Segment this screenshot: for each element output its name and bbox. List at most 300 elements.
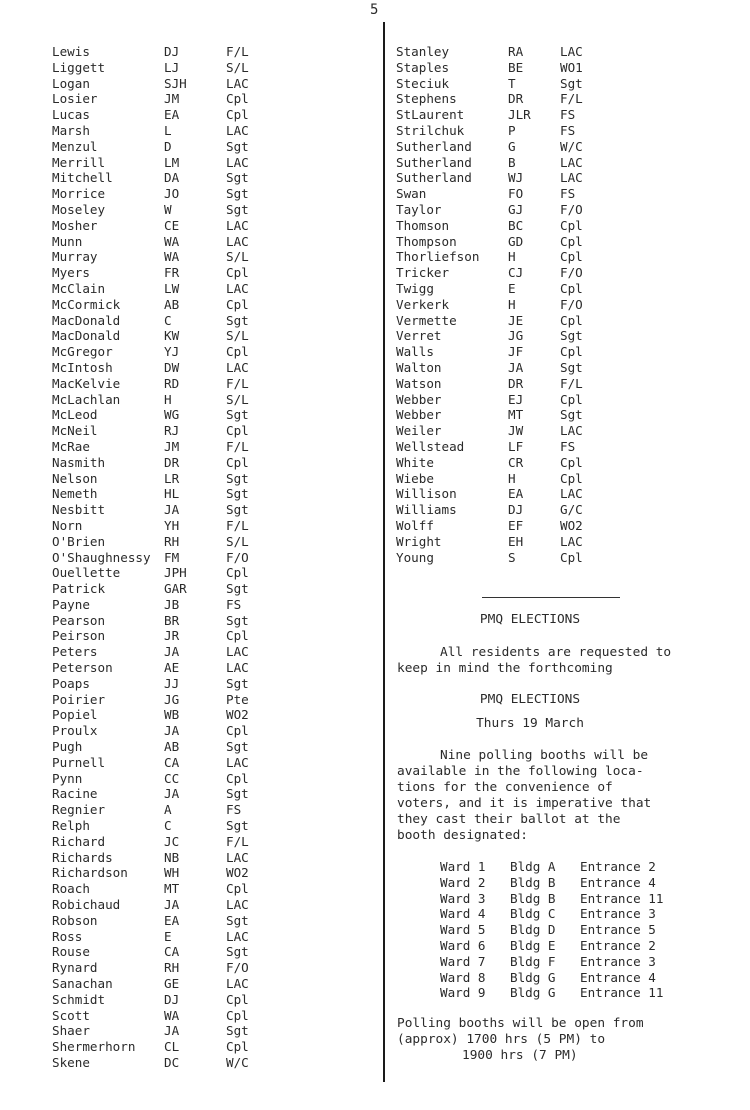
notice-paragraph-line: Nine polling booths will be: [440, 748, 649, 763]
roster-row: [52, 897, 372, 913]
member-rank: LAC: [226, 644, 249, 660]
member-initials: GAR: [164, 581, 187, 597]
roster-row: [52, 755, 372, 771]
member-initials: MT: [508, 407, 524, 423]
member-rank: Sgt: [226, 818, 249, 834]
roster-row: [396, 265, 716, 281]
booth-building: Bldg G: [510, 969, 556, 985]
member-initials: LJ: [164, 59, 180, 75]
member-initials: DC: [164, 1055, 180, 1070]
roster-row: [52, 518, 372, 534]
member-surname: Thorliefson: [396, 249, 480, 265]
member-initials: JA: [164, 897, 180, 913]
member-surname: Staples: [396, 59, 450, 75]
member-surname: Wellstead: [396, 438, 465, 454]
roster-row: [396, 518, 716, 534]
member-rank: Cpl: [226, 770, 249, 786]
member-surname: Murray: [52, 249, 98, 265]
member-surname: Webber: [396, 391, 442, 407]
member-initials: LM: [164, 154, 180, 170]
member-rank: S/L: [226, 328, 249, 344]
member-surname: Schmidt: [52, 991, 106, 1007]
member-surname: Mosher: [52, 217, 98, 233]
member-surname: Popiel: [52, 707, 98, 723]
member-surname: Weiler: [396, 423, 442, 439]
member-rank: FS: [560, 438, 576, 454]
member-surname: Payne: [52, 596, 90, 612]
member-rank: Cpl: [560, 454, 583, 470]
member-rank: LAC: [226, 122, 249, 138]
roster-row: [52, 944, 372, 960]
member-initials: B: [508, 154, 516, 170]
member-surname: Webber: [396, 407, 442, 423]
member-rank: LAC: [226, 754, 249, 770]
member-surname: McLachlan: [52, 391, 121, 407]
page-number: 5: [370, 2, 379, 18]
member-rank: Cpl: [560, 280, 583, 296]
roster-row: [52, 471, 372, 487]
member-surname: Shermerhorn: [52, 1039, 136, 1055]
member-initials: YH: [164, 517, 180, 533]
member-rank: F/L: [560, 375, 583, 391]
member-initials: DR: [164, 454, 180, 470]
roster-row: [396, 455, 716, 471]
member-surname: Rouse: [52, 944, 90, 960]
member-rank: LAC: [226, 928, 249, 944]
booth-ward: Ward 6: [440, 937, 486, 953]
roster-row: [52, 91, 372, 107]
member-rank: Sgt: [560, 328, 583, 344]
member-rank: Sgt: [226, 186, 249, 202]
roster-row: [52, 644, 372, 660]
member-initials: CA: [164, 944, 180, 960]
member-surname: Pearson: [52, 612, 106, 628]
roster-row: [52, 581, 372, 597]
member-initials: CA: [164, 754, 180, 770]
member-surname: Nemeth: [52, 486, 98, 502]
member-rank: Cpl: [560, 344, 583, 360]
notice-date: Thurs 19 March: [476, 716, 584, 731]
booth-entrance: Entrance 4: [580, 874, 656, 890]
member-surname: Sutherland: [396, 138, 472, 154]
member-surname: Relph: [52, 818, 90, 834]
roster-row: [52, 1008, 372, 1024]
member-rank: Cpl: [226, 91, 249, 107]
member-surname: Sutherland: [396, 170, 472, 186]
roster-row: [396, 376, 716, 392]
member-surname: MacDonald: [52, 328, 121, 344]
member-rank: Cpl: [226, 1039, 249, 1055]
roster-row: [396, 76, 716, 92]
member-initials: JA: [164, 786, 180, 802]
member-rank: Pte: [226, 691, 249, 707]
member-surname: O'Shaughnessy: [52, 549, 151, 565]
member-surname: Twigg: [396, 280, 434, 296]
roster-row: [52, 107, 372, 123]
roster-row: [396, 297, 716, 313]
member-surname: Verret: [396, 328, 442, 344]
roster-row: [52, 692, 372, 708]
booth-building: Bldg B: [510, 874, 556, 890]
roster-row: [396, 170, 716, 186]
member-rank: LAC: [226, 217, 249, 233]
roster-row: [52, 76, 372, 92]
booth-entrance: Entrance 11: [580, 985, 664, 1001]
member-rank: F/O: [560, 201, 583, 217]
member-surname: Merrill: [52, 154, 106, 170]
member-surname: Stephens: [396, 91, 457, 107]
member-initials: DJ: [164, 991, 180, 1007]
roster-row: [396, 44, 716, 60]
member-surname: Swan: [396, 186, 427, 202]
member-initials: LW: [164, 280, 180, 296]
roster-row: [52, 550, 372, 566]
booth-entrance: Entrance 3: [580, 953, 656, 969]
booth-building: Bldg G: [510, 985, 556, 1001]
roster-row: [396, 139, 716, 155]
roster-row: [396, 249, 716, 265]
booth-building: Bldg E: [510, 937, 556, 953]
roster-row: [52, 929, 372, 945]
member-rank: F/L: [226, 517, 249, 533]
member-initials: RJ: [164, 423, 180, 439]
roster-row: [52, 960, 372, 976]
member-rank: WO2: [560, 517, 583, 533]
member-initials: BE: [508, 59, 524, 75]
roster-row: [52, 913, 372, 929]
roster-row: [52, 486, 372, 502]
member-rank: W/C: [560, 138, 583, 154]
roster-row: [52, 297, 372, 313]
member-initials: AB: [164, 739, 180, 755]
member-initials: EF: [508, 517, 524, 533]
notice-intro-line-1: All residents are requested to: [440, 645, 672, 660]
roster-row: [52, 249, 372, 265]
roster-row: [52, 613, 372, 629]
member-initials: C: [164, 818, 172, 834]
member-rank: LAC: [226, 976, 249, 992]
member-surname: Poirier: [52, 691, 106, 707]
member-rank: LAC: [226, 233, 249, 249]
member-initials: AE: [164, 660, 180, 676]
notice-hours-line-2: (approx) 1700 hrs (5 PM) to: [397, 1032, 606, 1047]
member-surname: Moseley: [52, 201, 106, 217]
member-rank: Cpl: [560, 470, 583, 486]
member-initials: G: [508, 138, 516, 154]
notice-heading: PMQ ELECTIONS: [479, 612, 581, 627]
member-rank: F/O: [560, 296, 583, 312]
member-surname: Tricker: [396, 265, 450, 281]
member-initials: JM: [164, 438, 180, 454]
member-initials: H: [508, 249, 516, 265]
booth-building: Bldg A: [510, 859, 556, 874]
member-rank: F/L: [226, 375, 249, 391]
roster-row: [52, 392, 372, 408]
member-surname: Robichaud: [52, 897, 121, 913]
member-rank: G/C: [560, 502, 583, 518]
member-initials: GD: [508, 233, 524, 249]
member-initials: JA: [164, 723, 180, 739]
member-rank: WO2: [226, 865, 249, 881]
member-surname: Roach: [52, 881, 90, 897]
member-rank: F/L: [226, 44, 249, 59]
member-rank: FS: [560, 107, 576, 123]
member-rank: F/O: [226, 960, 249, 976]
member-rank: LAC: [560, 486, 583, 502]
roster-row: [396, 360, 716, 376]
roster-row: [52, 565, 372, 581]
member-surname: Ouellette: [52, 565, 121, 581]
member-surname: Richard: [52, 833, 106, 849]
member-rank: Cpl: [560, 249, 583, 265]
roster-row: [52, 723, 372, 739]
booth-building: Bldg C: [510, 906, 556, 922]
member-rank: LAC: [226, 897, 249, 913]
roster-row: [52, 1055, 372, 1071]
member-rank: FS: [560, 186, 576, 202]
roster-row: [52, 423, 372, 439]
member-rank: F/O: [226, 549, 249, 565]
member-initials: JE: [508, 312, 524, 328]
member-initials: DJ: [508, 502, 524, 518]
member-initials: LF: [508, 438, 524, 454]
member-surname: Robson: [52, 912, 98, 928]
member-surname: Purnell: [52, 754, 106, 770]
member-surname: Wright: [396, 533, 442, 549]
roster-row: [52, 139, 372, 155]
member-surname: Logan: [52, 75, 90, 91]
roster-row: [52, 202, 372, 218]
member-surname: Verkerk: [396, 296, 450, 312]
member-surname: McLeod: [52, 407, 98, 423]
member-rank: Cpl: [560, 549, 583, 565]
member-initials: C: [164, 312, 172, 328]
roster-row: [52, 786, 372, 802]
member-rank: Sgt: [226, 502, 249, 518]
member-surname: Pynn: [52, 770, 83, 786]
member-surname: Richardson: [52, 865, 128, 881]
roster-row: [396, 502, 716, 518]
member-initials: DA: [164, 170, 180, 186]
member-initials: FM: [164, 549, 180, 565]
member-surname: McGregor: [52, 344, 113, 360]
member-initials: JR: [164, 628, 180, 644]
member-rank: Cpl: [226, 344, 249, 360]
member-initials: NB: [164, 849, 180, 865]
roster-row: [52, 739, 372, 755]
member-surname: Nelson: [52, 470, 98, 486]
roster-row: [396, 186, 716, 202]
member-initials: EA: [164, 912, 180, 928]
member-initials: JPH: [164, 565, 187, 581]
notice-paragraph-line: tions for the convenience of: [397, 780, 613, 795]
roster-row: [396, 423, 716, 439]
member-initials: DW: [164, 359, 180, 375]
notice-paragraph-line: voters, and it is imperative that: [397, 796, 652, 811]
member-rank: F/L: [560, 91, 583, 107]
member-surname: Thompson: [396, 233, 457, 249]
member-initials: T: [508, 75, 516, 91]
notice-hours-line-3: 1900 hrs (7 PM): [462, 1048, 578, 1063]
roster-row: [52, 376, 372, 392]
booth-ward: Ward 1: [440, 859, 486, 874]
roster-row: [396, 234, 716, 250]
member-surname: Stanley: [396, 44, 450, 59]
member-initials: EA: [508, 486, 524, 502]
roster-row: [52, 439, 372, 455]
member-rank: Cpl: [226, 565, 249, 581]
roster-row: [52, 155, 372, 171]
roster-row: [52, 186, 372, 202]
member-initials: WA: [164, 233, 180, 249]
roster-row: [52, 218, 372, 234]
member-initials: E: [164, 928, 172, 944]
member-rank: Cpl: [560, 312, 583, 328]
notice-paragraph-line: available in the following loca-: [397, 764, 644, 779]
member-surname: MacKelvie: [52, 375, 121, 391]
member-rank: LAC: [560, 423, 583, 439]
booth-entrance: Entrance 5: [580, 922, 656, 938]
member-surname: Lewis: [52, 44, 90, 59]
member-initials: EA: [164, 107, 180, 123]
member-rank: FS: [560, 122, 576, 138]
member-rank: WO2: [226, 707, 249, 723]
roster-row: [52, 502, 372, 518]
member-initials: GJ: [508, 201, 524, 217]
member-rank: Sgt: [226, 138, 249, 154]
member-initials: D: [164, 138, 172, 154]
member-surname: Peirson: [52, 628, 106, 644]
member-surname: Rynard: [52, 960, 98, 976]
roster-row: [52, 802, 372, 818]
roster-row: [52, 123, 372, 139]
roster-row: [396, 534, 716, 550]
member-surname: Norn: [52, 517, 83, 533]
member-surname: Poaps: [52, 675, 90, 691]
member-initials: JLR: [508, 107, 531, 123]
member-rank: LAC: [226, 154, 249, 170]
member-initials: JG: [508, 328, 524, 344]
member-initials: RH: [164, 533, 180, 549]
roster-row: [396, 328, 716, 344]
member-rank: Cpl: [560, 391, 583, 407]
member-surname: Sutherland: [396, 154, 472, 170]
member-initials: S: [508, 549, 516, 565]
member-surname: Peters: [52, 644, 98, 660]
member-rank: S/L: [226, 533, 249, 549]
member-surname: Scott: [52, 1007, 90, 1023]
roster-row: [396, 407, 716, 423]
member-rank: Sgt: [226, 470, 249, 486]
roster-row: [396, 392, 716, 408]
member-rank: Cpl: [226, 454, 249, 470]
roster-row: [396, 486, 716, 502]
member-rank: Cpl: [560, 217, 583, 233]
booth-building: Bldg D: [510, 922, 556, 938]
member-surname: Walton: [396, 359, 442, 375]
booth-ward: Ward 7: [440, 953, 486, 969]
member-initials: RA: [508, 44, 524, 59]
booth-entrance: Entrance 2: [580, 937, 656, 953]
member-rank: Sgt: [226, 581, 249, 597]
member-surname: Marsh: [52, 122, 90, 138]
member-surname: Wolff: [396, 517, 434, 533]
member-surname: Pugh: [52, 739, 83, 755]
member-initials: P: [508, 122, 516, 138]
member-rank: LAC: [226, 359, 249, 375]
booth-entrance: Entrance 4: [580, 969, 656, 985]
member-rank: Sgt: [226, 612, 249, 628]
member-surname: Nasmith: [52, 454, 106, 470]
booth-ward: Ward 4: [440, 906, 486, 922]
roster-row: [396, 91, 716, 107]
member-initials: RD: [164, 375, 180, 391]
member-initials: AB: [164, 296, 180, 312]
member-surname: McNeil: [52, 423, 98, 439]
member-initials: FO: [508, 186, 524, 202]
member-rank: F/L: [226, 833, 249, 849]
member-rank: Sgt: [226, 407, 249, 423]
member-rank: Cpl: [226, 991, 249, 1007]
member-surname: Young: [396, 549, 434, 565]
column-divider: [383, 22, 385, 1082]
roster-row: [52, 976, 372, 992]
roster-row: [52, 850, 372, 866]
booth-ward: Ward 5: [440, 922, 486, 938]
member-surname: Taylor: [396, 201, 442, 217]
roster-row: [52, 676, 372, 692]
roster-row: [396, 344, 716, 360]
roster-row: [52, 234, 372, 250]
member-initials: DJ: [164, 44, 180, 59]
member-initials: CE: [164, 217, 180, 233]
roster-row: [396, 107, 716, 123]
roster-row: [52, 360, 372, 376]
member-rank: Cpl: [226, 107, 249, 123]
member-initials: WA: [164, 1007, 180, 1023]
roster-row: [52, 344, 372, 360]
booth-ward: Ward 9: [440, 985, 486, 1001]
member-rank: Sgt: [560, 75, 583, 91]
booth-building: Bldg B: [510, 890, 556, 906]
member-initials: DR: [508, 91, 524, 107]
member-rank: Cpl: [226, 881, 249, 897]
member-initials: LR: [164, 470, 180, 486]
member-surname: StLaurent: [396, 107, 465, 123]
member-surname: Vermette: [396, 312, 457, 328]
member-initials: CC: [164, 770, 180, 786]
member-surname: McClain: [52, 280, 106, 296]
member-surname: Proulx: [52, 723, 98, 739]
member-rank: Sgt: [226, 675, 249, 691]
roster-row: [52, 628, 372, 644]
roster-row: [396, 471, 716, 487]
roster-row: [52, 1039, 372, 1055]
member-rank: LAC: [560, 533, 583, 549]
roster-row: [52, 170, 372, 186]
member-rank: LAC: [226, 849, 249, 865]
member-rank: S/L: [226, 249, 249, 265]
member-surname: Nesbitt: [52, 502, 106, 518]
member-surname: Shaer: [52, 1023, 90, 1039]
roster-row: [52, 281, 372, 297]
member-initials: MT: [164, 881, 180, 897]
member-surname: White: [396, 454, 434, 470]
roster-row: [396, 439, 716, 455]
member-rank: FS: [226, 596, 242, 612]
member-initials: JA: [164, 644, 180, 660]
roster-row: [396, 550, 716, 566]
